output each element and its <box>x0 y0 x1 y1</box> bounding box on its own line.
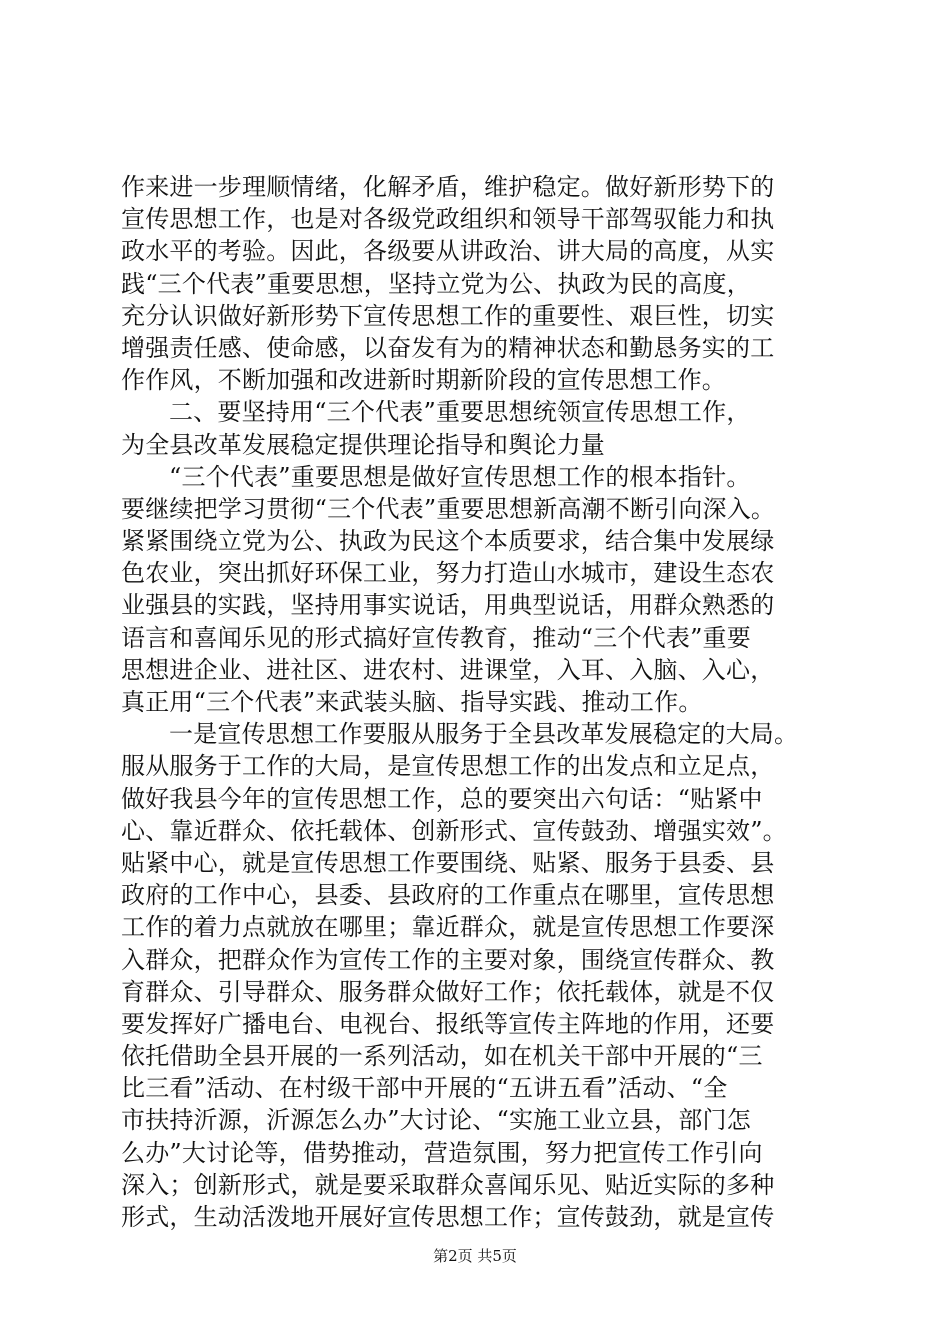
text-line: 贴紧中心，就是宣传思想工作要围绕、贴紧、服务于县委、县 <box>121 848 775 877</box>
page-number-footer: 第2页 共5页 <box>433 1247 517 1265</box>
text-line: 育群众、引导群众、服务群众做好工作；依托载体，就是不仅 <box>121 977 775 1006</box>
text-line: 依托借助全县开展的一系列活动，如在机关干部中开展的“三 <box>121 1042 763 1071</box>
text-line: 充分认识做好新形势下宣传思想工作的重要性、艰巨性，切实 <box>121 301 775 330</box>
text-line: 为全县改革发展稳定提供理论指导和舆论力量 <box>121 430 605 459</box>
text-line: 心、靠近群众、依托载体、创新形式、宣传鼓劲、增强实效”。 <box>121 816 787 845</box>
text-line: 二、要坚持用“三个代表”重要思想统领宣传思想工作， <box>169 398 751 427</box>
text-line: 要继续把学习贯彻“三个代表”重要思想新高潮不断引向深入。 <box>121 494 776 523</box>
text-line: 服从服务于工作的大局，是宣传思想工作的出发点和立足点， <box>121 752 775 781</box>
text-line: 作作风，不断加强和改进新时期新阶段的宣传思想工作。 <box>121 366 726 395</box>
text-line: 入群众，把群众作为宣传工作的主要对象，围绕宣传群众、教 <box>121 945 775 974</box>
text-line: 做好我县今年的宣传思想工作，总的要突出六句话：“贴紧中 <box>121 784 763 813</box>
text-line: 政水平的考验。因此，各级要从讲政治、讲大局的高度，从实 <box>121 237 775 266</box>
text-line: 色农业，突出抓好环保工业，努力打造山水城市，建设生态农 <box>121 559 775 588</box>
text-line: 么办”大讨论等，借势推动，营造氛围，努力把宣传工作引向 <box>121 1138 763 1167</box>
document-body <box>121 171 833 1233</box>
text-line: 政府的工作中心，县委、县政府的工作重点在哪里，宣传思想 <box>121 881 775 910</box>
text-line: 形式，生动活泼地开展好宣传思想工作；宣传鼓劲，就是宣传 <box>121 1203 775 1231</box>
text-line: 市扶持沂源，沂源怎么办”大讨论、“实施工业立县，部门怎 <box>121 1106 751 1135</box>
text-line: 紧紧围绕立党为公、执政为民这个本质要求，结合集中发展绿 <box>121 527 775 556</box>
text-line: 语言和喜闻乐见的形式搞好宣传教育，推动“三个代表”重要 <box>121 623 751 652</box>
text-line: 增强责任感、使命感，以奋发有为的精神状态和勤恳务实的工 <box>121 333 775 362</box>
text-line: 宣传思想工作，也是对各级党政组织和领导干部驾驭能力和执 <box>121 205 775 234</box>
text-line: 真正用“三个代表”来武装头脑、指导实践、推动工作。 <box>121 688 703 716</box>
text-line: 一是宣传思想工作要服从服务于全县改革发展稳定的大局。 <box>169 720 799 749</box>
text-line: 业强县的实践，坚持用事实说话，用典型说话，用群众熟悉的 <box>121 591 775 620</box>
text-line: 思想进企业、进社区、进农村、进课堂，入耳、入脑、入心， <box>121 655 775 684</box>
text-line: 比三看”活动、在村级干部中开展的“五讲五看”活动、“全 <box>121 1074 728 1103</box>
text-line: 深入；创新形式，就是要采取群众喜闻乐见、贴近实际的多种 <box>121 1170 775 1199</box>
text-line: 工作的着力点就放在哪里；靠近群众，就是宣传思想工作要深 <box>121 913 775 942</box>
text-line: “三个代表”重要思想是做好宣传思想工作的根本指针。 <box>169 462 751 491</box>
text-line: 要发挥好广播电台、电视台、报纸等宣传主阵地的作用，还要 <box>121 1009 775 1038</box>
text-line: 践“三个代表”重要思想，坚持立党为公、执政为民的高度， <box>121 269 751 298</box>
text-line: 作来进一步理顺情绪，化解矛盾，维护稳定。做好新形势下的 <box>121 173 775 201</box>
